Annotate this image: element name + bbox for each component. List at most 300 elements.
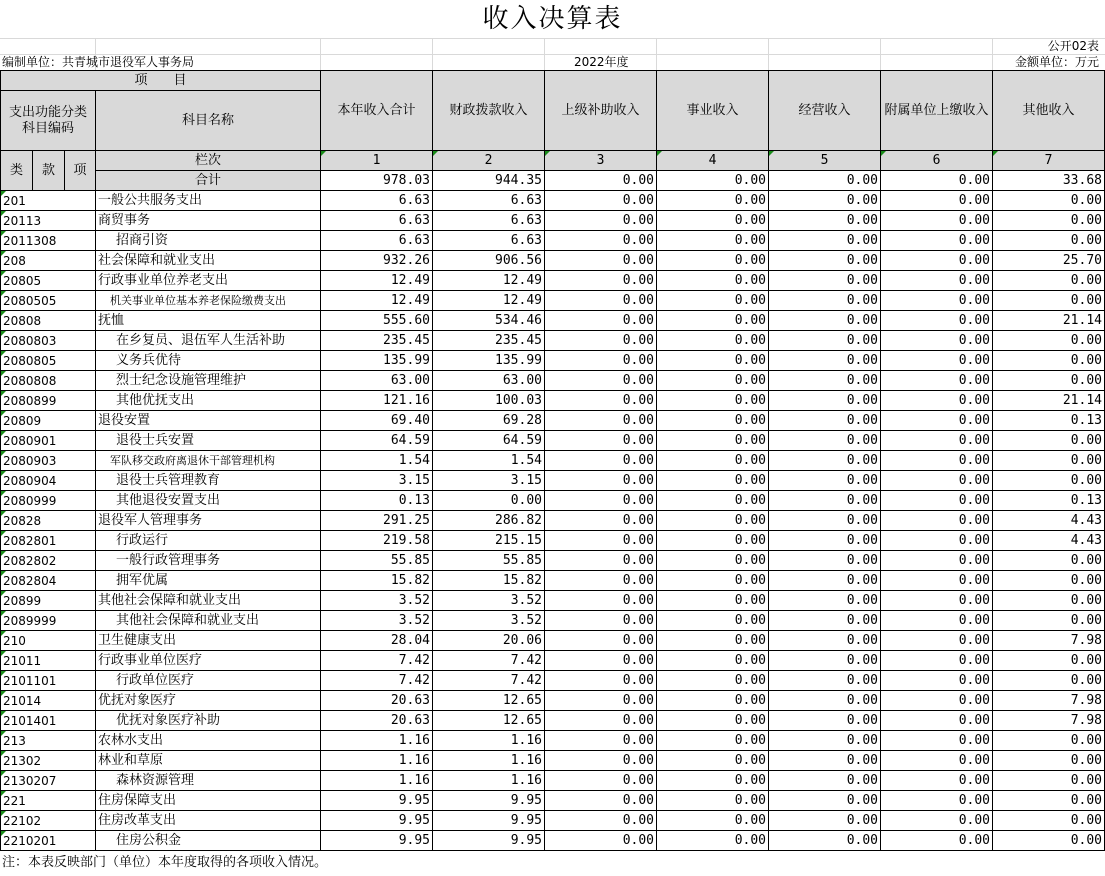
amount-cell: 0.00 bbox=[545, 371, 657, 391]
table-row bbox=[1, 211, 1105, 231]
amount-cell: 0.00 bbox=[993, 231, 1105, 251]
subject-code-cell: 20808 bbox=[1, 311, 96, 331]
amount-cell: 0.00 bbox=[881, 191, 993, 211]
amount-cell: 0.00 bbox=[769, 471, 881, 491]
subject-code-cell: 2101401 bbox=[1, 711, 96, 731]
amount-cell: 3.52 bbox=[433, 591, 545, 611]
subject-code-cell: 2082804 bbox=[1, 571, 96, 591]
subject-name-cell: 义务兵优待 bbox=[96, 351, 321, 371]
total-cell: 944.35 bbox=[433, 171, 545, 191]
amount-cell: 0.00 bbox=[769, 651, 881, 671]
amount-cell: 932.26 bbox=[321, 251, 433, 271]
amount-cell: 12.49 bbox=[321, 271, 433, 291]
money-unit: 金额单位：万元 bbox=[1014, 55, 1099, 69]
amount-cell: 0.00 bbox=[881, 411, 993, 431]
subject-name-cell: 烈士纪念设施管理维护 bbox=[96, 371, 321, 391]
amount-cell: 291.25 bbox=[321, 511, 433, 531]
header-row-lanci bbox=[1, 151, 1105, 171]
amount-cell: 20.06 bbox=[433, 631, 545, 651]
subject-code-cell: 2080899 bbox=[1, 391, 96, 411]
subject-name-cell: 行政事业单位医疗 bbox=[96, 651, 321, 671]
subject-code-cell: 213 bbox=[1, 731, 96, 751]
grid-line bbox=[0, 38, 1105, 39]
table-row bbox=[1, 651, 1105, 671]
amount-cell: 219.58 bbox=[321, 531, 433, 551]
amount-cell: 0.00 bbox=[769, 771, 881, 791]
amount-cell: 6.63 bbox=[433, 231, 545, 251]
table-row bbox=[1, 811, 1105, 831]
table-row bbox=[1, 731, 1105, 751]
amount-cell: 6.63 bbox=[321, 231, 433, 251]
amount-cell: 0.00 bbox=[769, 551, 881, 571]
amount-cell: 0.13 bbox=[993, 411, 1105, 431]
subject-code-cell: 20828 bbox=[1, 511, 96, 531]
header-col-superior: 上级补助收入 bbox=[545, 71, 657, 151]
subject-code-cell: 2080904 bbox=[1, 471, 96, 491]
total-cell: 0.00 bbox=[881, 171, 993, 191]
header-kuan: 款 bbox=[33, 151, 65, 191]
amount-cell: 0.00 bbox=[993, 551, 1105, 571]
column-number: 5 bbox=[769, 151, 881, 171]
subject-name-cell: 退役士兵管理教育 bbox=[96, 471, 321, 491]
amount-cell: 0.00 bbox=[881, 751, 993, 771]
subject-name-cell: 退役士兵安置 bbox=[96, 431, 321, 451]
amount-cell: 9.95 bbox=[433, 831, 545, 851]
amount-cell: 0.00 bbox=[657, 291, 769, 311]
amount-cell: 0.00 bbox=[769, 831, 881, 851]
amount-cell: 534.46 bbox=[433, 311, 545, 331]
table-row bbox=[1, 351, 1105, 371]
amount-cell: 0.00 bbox=[993, 651, 1105, 671]
subject-code-cell: 2089999 bbox=[1, 611, 96, 631]
table-row bbox=[1, 531, 1105, 551]
amount-cell: 0.00 bbox=[881, 251, 993, 271]
amount-cell: 0.00 bbox=[545, 411, 657, 431]
amount-cell: 0.00 bbox=[545, 631, 657, 651]
amount-cell: 0.00 bbox=[545, 831, 657, 851]
amount-cell: 0.00 bbox=[881, 331, 993, 351]
amount-cell: 0.00 bbox=[545, 391, 657, 411]
amount-cell: 0.00 bbox=[769, 531, 881, 551]
amount-cell: 0.00 bbox=[769, 251, 881, 271]
amount-cell: 0.00 bbox=[769, 291, 881, 311]
amount-cell: 0.00 bbox=[545, 651, 657, 671]
amount-cell: 0.00 bbox=[881, 831, 993, 851]
header-col-other: 其他收入 bbox=[993, 71, 1105, 151]
amount-cell: 0.00 bbox=[657, 391, 769, 411]
column-number: 7 bbox=[993, 151, 1105, 171]
report-meta-row bbox=[0, 54, 1105, 70]
amount-cell: 0.00 bbox=[881, 431, 993, 451]
amount-cell: 0.00 bbox=[769, 631, 881, 651]
amount-cell: 0.00 bbox=[769, 191, 881, 211]
amount-cell: 0.00 bbox=[769, 451, 881, 471]
subject-name-cell: 其他退役安置支出 bbox=[96, 491, 321, 511]
amount-cell: 0.00 bbox=[769, 491, 881, 511]
total-row bbox=[1, 171, 1105, 191]
table-row bbox=[1, 691, 1105, 711]
fiscal-year: 2022年度 bbox=[574, 55, 629, 69]
header-col-operating: 经营收入 bbox=[769, 71, 881, 151]
subject-name-cell: 其他社会保障和就业支出 bbox=[96, 591, 321, 611]
amount-cell: 1.16 bbox=[433, 771, 545, 791]
amount-cell: 0.00 bbox=[769, 611, 881, 631]
table-row bbox=[1, 391, 1105, 411]
subject-name-cell: 在乡复员、退伍军人生活补助 bbox=[96, 331, 321, 351]
total-cell: 0.00 bbox=[657, 171, 769, 191]
amount-cell: 0.00 bbox=[657, 511, 769, 531]
amount-cell: 9.95 bbox=[321, 791, 433, 811]
amount-cell: 0.00 bbox=[769, 691, 881, 711]
subject-code-cell: 2080999 bbox=[1, 491, 96, 511]
amount-cell: 0.00 bbox=[657, 731, 769, 751]
amount-cell: 0.00 bbox=[545, 471, 657, 491]
subject-code-cell: 20899 bbox=[1, 591, 96, 611]
amount-cell: 0.00 bbox=[769, 731, 881, 751]
table-row bbox=[1, 231, 1105, 251]
amount-cell: 0.00 bbox=[545, 791, 657, 811]
subject-code-cell: 21014 bbox=[1, 691, 96, 711]
amount-cell: 0.13 bbox=[993, 491, 1105, 511]
subject-code-cell: 2080901 bbox=[1, 431, 96, 451]
subject-name-cell: 卫生健康支出 bbox=[96, 631, 321, 651]
table-row bbox=[1, 271, 1105, 291]
subject-code-cell: 2080903 bbox=[1, 451, 96, 471]
public-table-tag: 公开02表 bbox=[1047, 39, 1099, 53]
subject-name-cell: 军队移交政府离退休干部管理机构 bbox=[96, 451, 321, 471]
amount-cell: 0.00 bbox=[993, 811, 1105, 831]
subject-code-cell: 221 bbox=[1, 791, 96, 811]
table-row bbox=[1, 371, 1105, 391]
column-number: 4 bbox=[657, 151, 769, 171]
amount-cell: 0.00 bbox=[657, 831, 769, 851]
subject-name-cell: 社会保障和就业支出 bbox=[96, 251, 321, 271]
amount-cell: 0.00 bbox=[545, 711, 657, 731]
amount-cell: 0.00 bbox=[657, 611, 769, 631]
amount-cell: 20.63 bbox=[321, 691, 433, 711]
amount-cell: 6.63 bbox=[433, 211, 545, 231]
amount-cell: 0.00 bbox=[769, 811, 881, 831]
amount-cell: 12.65 bbox=[433, 691, 545, 711]
amount-cell: 0.00 bbox=[545, 551, 657, 571]
amount-cell: 135.99 bbox=[433, 351, 545, 371]
subject-name-cell: 优抚对象医疗 bbox=[96, 691, 321, 711]
amount-cell: 0.00 bbox=[769, 391, 881, 411]
table-row bbox=[1, 771, 1105, 791]
amount-cell: 7.42 bbox=[433, 671, 545, 691]
column-number: 3 bbox=[545, 151, 657, 171]
amount-cell: 0.00 bbox=[545, 771, 657, 791]
subject-name-cell: 退役军人管理事务 bbox=[96, 511, 321, 531]
amount-cell: 0.00 bbox=[657, 811, 769, 831]
amount-cell: 21.14 bbox=[993, 391, 1105, 411]
subject-name-cell: 森林资源管理 bbox=[96, 771, 321, 791]
amount-cell: 0.00 bbox=[769, 271, 881, 291]
amount-cell: 0.00 bbox=[769, 331, 881, 351]
table-row bbox=[1, 611, 1105, 631]
amount-cell: 0.00 bbox=[769, 591, 881, 611]
amount-cell: 0.00 bbox=[657, 351, 769, 371]
amount-cell: 0.00 bbox=[657, 251, 769, 271]
amount-cell: 3.15 bbox=[433, 471, 545, 491]
subject-code-cell: 2080803 bbox=[1, 331, 96, 351]
subject-name-cell: 商贸事务 bbox=[96, 211, 321, 231]
amount-cell: 3.52 bbox=[321, 611, 433, 631]
amount-cell: 0.00 bbox=[657, 431, 769, 451]
subject-code-cell: 20809 bbox=[1, 411, 96, 431]
subject-code-cell: 208 bbox=[1, 251, 96, 271]
amount-cell: 9.95 bbox=[433, 811, 545, 831]
amount-cell: 4.43 bbox=[993, 511, 1105, 531]
amount-cell: 3.15 bbox=[321, 471, 433, 491]
table-row bbox=[1, 411, 1105, 431]
table-row bbox=[1, 451, 1105, 471]
table-row bbox=[1, 571, 1105, 591]
table-row bbox=[1, 191, 1105, 211]
amount-cell: 0.00 bbox=[993, 431, 1105, 451]
amount-cell: 0.00 bbox=[993, 791, 1105, 811]
amount-cell: 0.00 bbox=[993, 351, 1105, 371]
amount-cell: 0.00 bbox=[769, 211, 881, 231]
subject-name-cell: 农林水支出 bbox=[96, 731, 321, 751]
amount-cell: 0.00 bbox=[993, 571, 1105, 591]
amount-cell: 0.00 bbox=[657, 711, 769, 731]
amount-cell: 9.95 bbox=[433, 791, 545, 811]
amount-cell: 0.00 bbox=[657, 371, 769, 391]
amount-cell: 0.00 bbox=[657, 311, 769, 331]
amount-cell: 0.00 bbox=[993, 471, 1105, 491]
amount-cell: 235.45 bbox=[321, 331, 433, 351]
amount-cell: 0.00 bbox=[993, 591, 1105, 611]
table-row bbox=[1, 671, 1105, 691]
amount-cell: 0.00 bbox=[881, 491, 993, 511]
subject-name-cell: 机关事业单位基本养老保险缴费支出 bbox=[96, 291, 321, 311]
amount-cell: 7.98 bbox=[993, 691, 1105, 711]
amount-cell: 7.42 bbox=[321, 671, 433, 691]
amount-cell: 0.00 bbox=[881, 511, 993, 531]
table-row bbox=[1, 491, 1105, 511]
amount-cell: 1.16 bbox=[433, 731, 545, 751]
amount-cell: 0.00 bbox=[657, 231, 769, 251]
table-row bbox=[1, 431, 1105, 451]
amount-cell: 0.00 bbox=[881, 451, 993, 471]
amount-cell: 0.13 bbox=[321, 491, 433, 511]
amount-cell: 0.00 bbox=[881, 371, 993, 391]
amount-cell: 69.40 bbox=[321, 411, 433, 431]
amount-cell: 0.00 bbox=[657, 411, 769, 431]
amount-cell: 0.00 bbox=[657, 771, 769, 791]
amount-cell: 0.00 bbox=[545, 751, 657, 771]
total-cell: 0.00 bbox=[545, 171, 657, 191]
amount-cell: 0.00 bbox=[881, 391, 993, 411]
amount-cell: 0.00 bbox=[769, 231, 881, 251]
subject-code-cell: 20805 bbox=[1, 271, 96, 291]
table-row bbox=[1, 751, 1105, 771]
amount-cell: 0.00 bbox=[545, 271, 657, 291]
amount-cell: 0.00 bbox=[881, 311, 993, 331]
amount-cell: 0.00 bbox=[545, 191, 657, 211]
table-row bbox=[1, 511, 1105, 531]
amount-cell: 0.00 bbox=[657, 451, 769, 471]
table-row bbox=[1, 311, 1105, 331]
amount-cell: 0.00 bbox=[545, 671, 657, 691]
amount-cell: 0.00 bbox=[545, 451, 657, 471]
subject-name-cell: 行政单位医疗 bbox=[96, 671, 321, 691]
header-col-affiliate: 附属单位上缴收入 bbox=[881, 71, 993, 151]
amount-cell: 0.00 bbox=[769, 411, 881, 431]
amount-cell: 12.65 bbox=[433, 711, 545, 731]
total-cell: 0.00 bbox=[769, 171, 881, 191]
amount-cell: 0.00 bbox=[881, 791, 993, 811]
amount-cell: 0.00 bbox=[993, 751, 1105, 771]
amount-cell: 0.00 bbox=[881, 651, 993, 671]
amount-cell: 69.28 bbox=[433, 411, 545, 431]
column-number: 2 bbox=[433, 151, 545, 171]
amount-cell: 215.15 bbox=[433, 531, 545, 551]
amount-cell: 0.00 bbox=[881, 631, 993, 651]
subject-code-cell: 21011 bbox=[1, 651, 96, 671]
amount-cell: 25.70 bbox=[993, 251, 1105, 271]
amount-cell: 0.00 bbox=[881, 551, 993, 571]
amount-cell: 286.82 bbox=[433, 511, 545, 531]
amount-cell: 0.00 bbox=[545, 351, 657, 371]
amount-cell: 0.00 bbox=[769, 371, 881, 391]
amount-cell: 0.00 bbox=[993, 211, 1105, 231]
amount-cell: 0.00 bbox=[993, 291, 1105, 311]
subject-name-cell: 住房公积金 bbox=[96, 831, 321, 851]
amount-cell: 0.00 bbox=[769, 751, 881, 771]
subject-code-cell: 2080808 bbox=[1, 371, 96, 391]
amount-cell: 0.00 bbox=[881, 711, 993, 731]
amount-cell: 1.16 bbox=[321, 751, 433, 771]
subject-name-cell: 其他优抚支出 bbox=[96, 391, 321, 411]
amount-cell: 20.63 bbox=[321, 711, 433, 731]
subject-name-cell: 林业和草原 bbox=[96, 751, 321, 771]
amount-cell: 7.42 bbox=[321, 651, 433, 671]
amount-cell: 0.00 bbox=[545, 531, 657, 551]
table-row bbox=[1, 831, 1105, 851]
amount-cell: 28.04 bbox=[321, 631, 433, 651]
amount-cell: 0.00 bbox=[545, 731, 657, 751]
subject-code-cell: 2130207 bbox=[1, 771, 96, 791]
amount-cell: 0.00 bbox=[657, 471, 769, 491]
amount-cell: 0.00 bbox=[881, 771, 993, 791]
amount-cell: 0.00 bbox=[657, 631, 769, 651]
subject-code-cell: 2080805 bbox=[1, 351, 96, 371]
amount-cell: 0.00 bbox=[545, 311, 657, 331]
subject-name-cell: 住房改革支出 bbox=[96, 811, 321, 831]
amount-cell: 0.00 bbox=[545, 251, 657, 271]
total-label: 合计 bbox=[96, 171, 321, 191]
amount-cell: 0.00 bbox=[657, 271, 769, 291]
amount-cell: 12.49 bbox=[433, 291, 545, 311]
amount-cell: 0.00 bbox=[545, 611, 657, 631]
table-row bbox=[1, 471, 1105, 491]
amount-cell: 0.00 bbox=[657, 691, 769, 711]
amount-cell: 0.00 bbox=[769, 511, 881, 531]
amount-cell: 0.00 bbox=[657, 551, 769, 571]
amount-cell: 0.00 bbox=[881, 591, 993, 611]
amount-cell: 3.52 bbox=[433, 611, 545, 631]
amount-cell: 64.59 bbox=[321, 431, 433, 451]
amount-cell: 0.00 bbox=[657, 191, 769, 211]
subject-name-cell: 优抚对象医疗补助 bbox=[96, 711, 321, 731]
subject-code-cell: 2101101 bbox=[1, 671, 96, 691]
amount-cell: 0.00 bbox=[545, 231, 657, 251]
subject-name-cell: 一般公共服务支出 bbox=[96, 191, 321, 211]
amount-cell: 0.00 bbox=[545, 431, 657, 451]
amount-cell: 0.00 bbox=[545, 491, 657, 511]
table-row bbox=[1, 291, 1105, 311]
amount-cell: 1.16 bbox=[433, 751, 545, 771]
header-row-item bbox=[1, 71, 1105, 91]
amount-cell: 15.82 bbox=[321, 571, 433, 591]
subject-name-cell: 招商引资 bbox=[96, 231, 321, 251]
amount-cell: 0.00 bbox=[545, 211, 657, 231]
amount-cell: 0.00 bbox=[657, 491, 769, 511]
amount-cell: 0.00 bbox=[657, 211, 769, 231]
subject-name-cell: 一般行政管理事务 bbox=[96, 551, 321, 571]
column-number: 1 bbox=[321, 151, 433, 171]
header-lanci: 栏次 bbox=[96, 151, 321, 171]
amount-cell: 15.82 bbox=[433, 571, 545, 591]
amount-cell: 235.45 bbox=[433, 331, 545, 351]
header-col-total: 本年收入合计 bbox=[321, 71, 433, 151]
amount-cell: 7.98 bbox=[993, 631, 1105, 651]
column-number: 6 bbox=[881, 151, 993, 171]
subject-code-cell: 2011308 bbox=[1, 231, 96, 251]
amount-cell: 6.63 bbox=[321, 211, 433, 231]
header-lei: 类 bbox=[1, 151, 33, 191]
table-row bbox=[1, 331, 1105, 351]
amount-cell: 0.00 bbox=[545, 591, 657, 611]
table-row bbox=[1, 791, 1105, 811]
amount-cell: 0.00 bbox=[993, 771, 1105, 791]
table-row bbox=[1, 591, 1105, 611]
amount-cell: 64.59 bbox=[433, 431, 545, 451]
subject-code-cell: 20113 bbox=[1, 211, 96, 231]
amount-cell: 0.00 bbox=[993, 731, 1105, 751]
amount-cell: 0.00 bbox=[769, 671, 881, 691]
amount-cell: 0.00 bbox=[545, 331, 657, 351]
header-subject-name: 科目名称 bbox=[96, 91, 321, 151]
amount-cell: 0.00 bbox=[993, 191, 1105, 211]
report-title: 收入决算表 bbox=[482, 4, 623, 34]
amount-cell: 121.16 bbox=[321, 391, 433, 411]
table-row bbox=[1, 631, 1105, 651]
subject-name-cell: 行政运行 bbox=[96, 531, 321, 551]
amount-cell: 55.85 bbox=[321, 551, 433, 571]
subject-code-cell: 2082802 bbox=[1, 551, 96, 571]
amount-cell: 0.00 bbox=[993, 611, 1105, 631]
amount-cell: 9.95 bbox=[321, 811, 433, 831]
amount-cell: 0.00 bbox=[769, 711, 881, 731]
amount-cell: 0.00 bbox=[881, 231, 993, 251]
amount-cell: 1.54 bbox=[433, 451, 545, 471]
amount-cell: 906.56 bbox=[433, 251, 545, 271]
amount-cell: 0.00 bbox=[657, 751, 769, 771]
amount-cell: 100.03 bbox=[433, 391, 545, 411]
amount-cell: 1.16 bbox=[321, 771, 433, 791]
subject-name-cell: 其他社会保障和就业支出 bbox=[96, 611, 321, 631]
amount-cell: 0.00 bbox=[657, 791, 769, 811]
amount-cell: 0.00 bbox=[993, 371, 1105, 391]
subject-code-cell: 210 bbox=[1, 631, 96, 651]
amount-cell: 0.00 bbox=[881, 531, 993, 551]
amount-cell: 0.00 bbox=[881, 611, 993, 631]
amount-cell: 0.00 bbox=[545, 811, 657, 831]
amount-cell: 0.00 bbox=[545, 291, 657, 311]
